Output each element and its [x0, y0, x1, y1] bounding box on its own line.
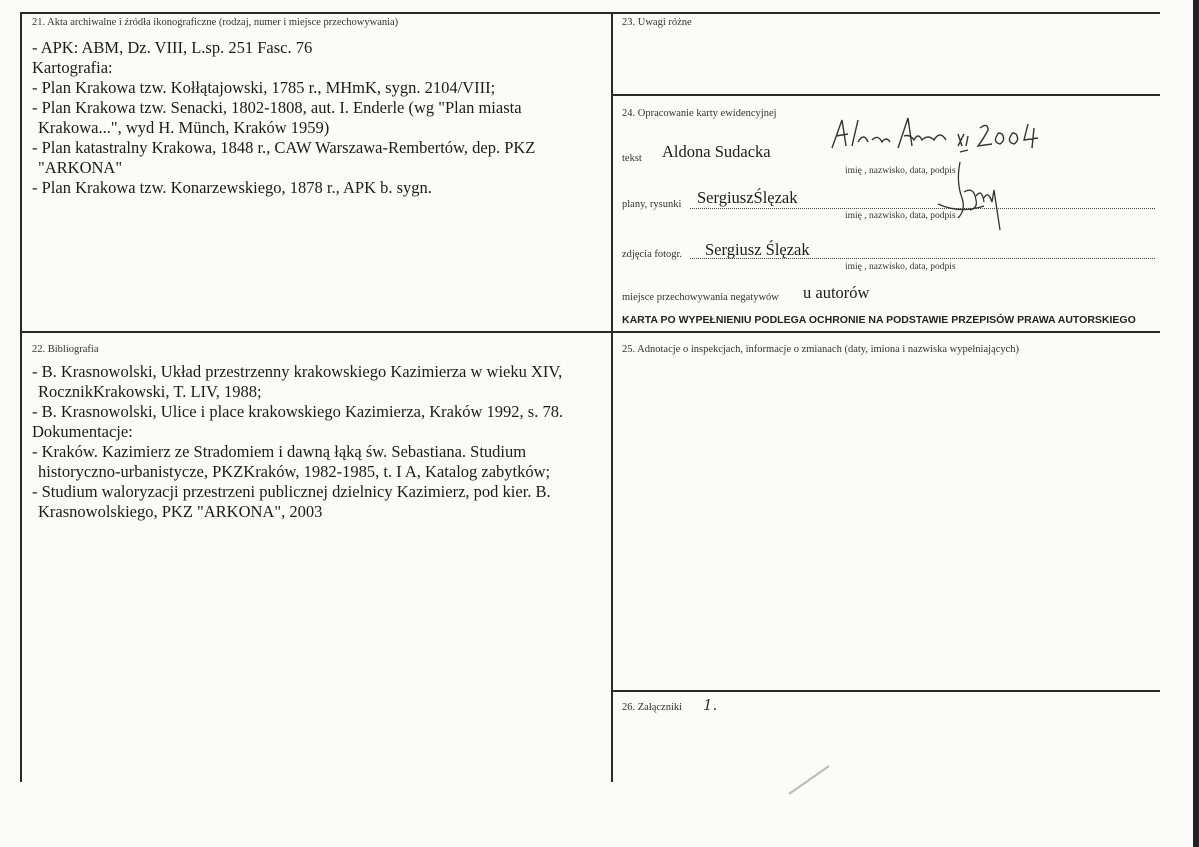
- sec22-label: 22. Bibliografia: [32, 344, 99, 355]
- sec21-line: - APK: ABM, Dz. VIII, L.sp. 251 Fasc. 76: [32, 38, 313, 57]
- sec21-line: "ARKONA": [38, 158, 123, 177]
- sec21-line: - Plan katastralny Krakowa, 1848 r., CAW Warszawa-Rembertów, dep. PKZ: [32, 138, 536, 157]
- sec22-line: historyczno-urbanistycze, PKZKraków, 1982-1985, t. I A, Katalog zabytków;: [38, 462, 551, 481]
- sec26-label: 26. Załączniki: [622, 702, 683, 713]
- sec22-line: - Kraków. Kazimierz ze Stradomiem i dawną łąką św. Sebastiana. Studium: [32, 442, 527, 461]
- sec24-row-label-photos: zdjęcia fotogr.: [622, 249, 683, 260]
- sec22-line: RocznikKrakowski, T. LIV, 1988;: [38, 382, 262, 401]
- sec24-row-label-plans: plany, rysunki: [622, 199, 682, 210]
- sec24-negatives-label: miejsce przechowywania negatywów: [622, 292, 779, 303]
- sec24-row-line-plans: [690, 208, 1155, 209]
- center-divider: [611, 12, 613, 782]
- sec26-value: 1.: [703, 696, 718, 714]
- sec24-row-value-photos: Sergiusz Ślęzak: [705, 240, 810, 259]
- sec22-line: - B. Krasnowolski, Układ przestrzenny krakowskiego Kazimierza w wieku XIV,: [32, 362, 563, 381]
- sec24-label: 24. Opracowanie karty ewidencyjnej: [622, 108, 777, 119]
- sec21-line: - Plan Krakowa tzw. Kołłątajowski, 1785 r., MHmK, sygn. 2104/VIII;: [32, 78, 496, 97]
- sec25-bottom-border: [612, 690, 1160, 692]
- sec21-line: - Plan Krakowa tzw. Konarzewskiego, 1878 r., APK b. sygn.: [32, 178, 432, 197]
- sec24-row-caption-plans: imię , nazwisko, data, podpis: [845, 211, 956, 221]
- sec24-row-caption-text: imię , nazwisko, data, podpis: [845, 166, 956, 176]
- sec24-row-value-text: Aldona Sudacka: [662, 142, 771, 161]
- sec21-content: [32, 38, 535, 198]
- sec24-row-value-plans: SergiuszŚlęzak: [697, 188, 798, 207]
- sec24-row-line-photos: [690, 258, 1155, 259]
- scan-artifact: [785, 760, 835, 800]
- signature-scribble: [930, 158, 1010, 233]
- sec21-line: Kartografia:: [32, 58, 113, 77]
- sec22-line: Krasnowolskiego, PKZ "ARKONA", 2003: [38, 502, 323, 521]
- sec23-label: 23. Uwagi różne: [622, 17, 692, 28]
- sec21-label: 21. Akta archiwalne i źródła ikonograficzne (rodzaj, numer i miejsce przechowywania): [32, 17, 399, 28]
- sec22-line: Dokumentacje:: [32, 422, 133, 441]
- copyright-note: KARTA PO WYPEŁNIENIU PODLEGA OCHRONIE NA PODSTAWIE PRZEPISÓW PRAWA AUTORSKIEGO: [622, 314, 1136, 326]
- top-border: [20, 12, 1160, 14]
- middle-border: [20, 331, 1160, 333]
- signature-mark: [828, 112, 1058, 162]
- scan-edge: [1193, 0, 1199, 847]
- sec22-content: [32, 362, 563, 522]
- sec24-row-caption-photos: imię , nazwisko, data, podpis: [845, 262, 956, 272]
- sec24-negatives-value: u autorów: [803, 283, 870, 302]
- sec25-label: 25. Adnotacje o inspekcjach, informacje o zmianach (daty, imiona i nazwiska wypełniających): [622, 344, 1020, 355]
- left-border: [20, 12, 22, 782]
- sec23-bottom-border: [612, 94, 1160, 96]
- sec21-line: - Plan Krakowa tzw. Senacki, 1802-1808, aut. I. Enderle (wg "Plan miasta: [32, 98, 522, 117]
- sec21-line: Krakowa...", wyd H. Münch, Kraków 1959): [38, 118, 330, 137]
- sec24-row-label-text: tekst: [622, 153, 642, 164]
- sec22-line: - Studium waloryzacji przestrzeni publicznej dzielnicy Kazimierz, pod kier. B.: [32, 482, 551, 501]
- sec22-line: - B. Krasnowolski, Ulice i place krakowskiego Kazimierza, Kraków 1992, s. 78.: [32, 402, 564, 421]
